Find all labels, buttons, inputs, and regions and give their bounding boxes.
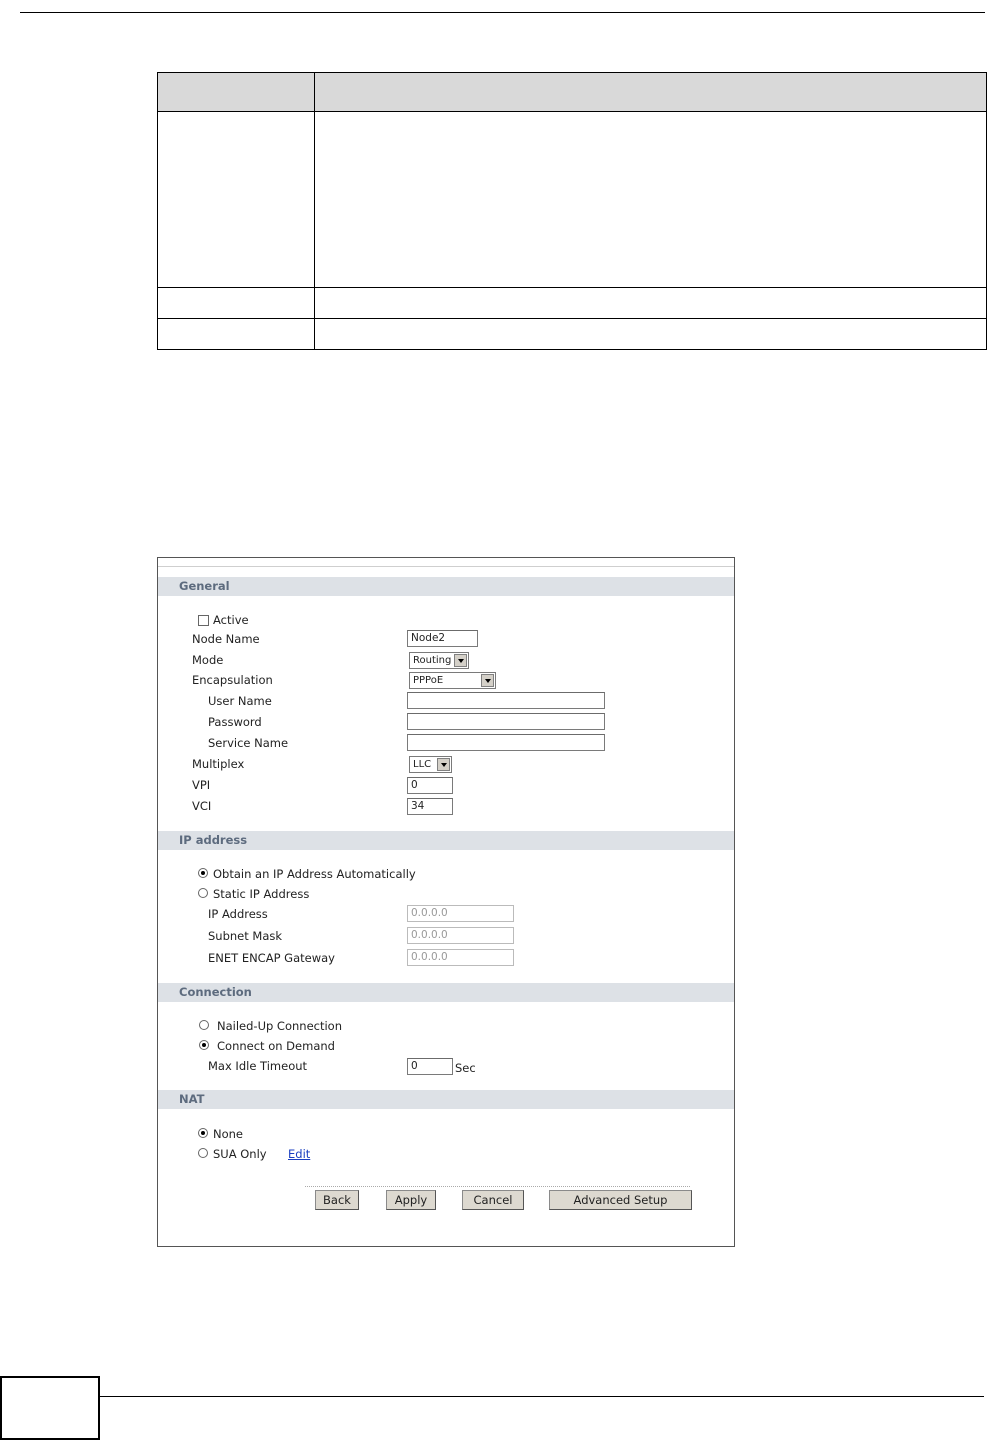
vci-label: VCI	[192, 799, 212, 813]
table-row	[158, 288, 987, 319]
connect-on-demand-label: Connect on Demand	[217, 1039, 335, 1053]
connect-on-demand-radio[interactable]	[199, 1040, 209, 1050]
table-cell	[158, 112, 315, 288]
chevron-down-icon	[437, 758, 450, 771]
table-header-cell	[158, 73, 315, 112]
user-name-input[interactable]	[407, 692, 605, 709]
mode-select[interactable]	[409, 652, 469, 669]
vpi-label: VPI	[192, 778, 211, 792]
nailed-up-radio[interactable]	[199, 1020, 209, 1030]
obtain-ip-label: Obtain an IP Address Automatically	[213, 867, 416, 881]
cancel-button[interactable]: Cancel	[462, 1190, 524, 1210]
max-idle-label: Max Idle Timeout	[208, 1059, 308, 1073]
vci-input[interactable]: 34	[407, 798, 453, 815]
back-button[interactable]: Back	[315, 1190, 359, 1210]
node-name-label: Node Name	[192, 632, 260, 646]
apply-button[interactable]: Apply	[386, 1190, 436, 1210]
section-ip-address-header	[158, 831, 734, 850]
section-ip-address-title: IP address	[179, 833, 248, 847]
user-name-label: User Name	[208, 694, 272, 708]
ip-address-input[interactable]: 0.0.0.0	[407, 905, 514, 922]
static-ip-label: Static IP Address	[213, 887, 310, 901]
table-header-cell	[315, 73, 987, 112]
wan-setup-screenshot	[157, 557, 735, 1247]
table-cell	[158, 319, 315, 350]
section-connection-title: Connection	[179, 985, 252, 999]
table-row	[158, 112, 987, 288]
page-number-box	[0, 1376, 100, 1440]
subnet-mask-input[interactable]: 0.0.0.0	[407, 927, 514, 944]
chevron-down-icon	[481, 674, 494, 687]
gateway-label: ENET ENCAP Gateway	[208, 951, 335, 965]
password-label: Password	[208, 715, 262, 729]
table-cell	[315, 112, 987, 288]
max-idle-unit: Sec	[455, 1061, 476, 1075]
multiplex-select[interactable]	[409, 756, 452, 773]
panel-top-line	[158, 566, 734, 567]
obtain-ip-radio[interactable]	[198, 868, 208, 878]
mode-label: Mode	[192, 653, 224, 667]
service-name-input[interactable]	[407, 734, 605, 751]
encapsulation-select-value: PPPoE	[413, 675, 444, 686]
chevron-down-icon	[454, 654, 467, 667]
reference-table	[157, 72, 987, 350]
mode-select-value: Routing	[413, 655, 452, 666]
vpi-input[interactable]: 0	[407, 777, 453, 794]
table-cell	[158, 288, 315, 319]
node-name-input[interactable]: Node2	[407, 630, 478, 647]
multiplex-label: Multiplex	[192, 757, 245, 771]
section-general-header	[158, 577, 734, 596]
service-name-label: Service Name	[208, 736, 289, 750]
table-cell	[315, 288, 987, 319]
active-checkbox[interactable]	[198, 615, 209, 626]
nat-none-radio[interactable]	[198, 1128, 208, 1138]
advanced-setup-button[interactable]: Advanced Setup	[549, 1190, 692, 1210]
active-label: Active	[213, 613, 249, 627]
nat-sua-only-label: SUA Only	[213, 1147, 267, 1161]
static-ip-radio[interactable]	[198, 888, 208, 898]
table-row	[158, 319, 987, 350]
table-header-row	[158, 73, 987, 112]
nailed-up-label: Nailed-Up Connection	[217, 1019, 343, 1033]
table-cell	[315, 319, 987, 350]
section-nat-title: NAT	[179, 1092, 205, 1106]
footer-rule	[100, 1396, 984, 1397]
ip-address-label: IP Address	[208, 907, 268, 921]
section-nat-header	[158, 1090, 734, 1109]
nat-none-label: None	[213, 1127, 244, 1141]
section-connection-header	[158, 983, 734, 1002]
encapsulation-select[interactable]	[409, 672, 496, 689]
encapsulation-label: Encapsulation	[192, 673, 273, 687]
multiplex-select-value: LLC	[413, 759, 432, 770]
nat-sua-only-radio[interactable]	[198, 1148, 208, 1158]
nat-edit-link[interactable]: Edit	[288, 1147, 311, 1161]
section-general-title: General	[179, 579, 230, 593]
button-bar-divider	[305, 1186, 690, 1187]
gateway-input[interactable]: 0.0.0.0	[407, 949, 514, 966]
max-idle-input[interactable]: 0	[407, 1058, 453, 1075]
subnet-mask-label: Subnet Mask	[208, 929, 283, 943]
password-input[interactable]	[407, 713, 605, 730]
header-rule	[20, 12, 985, 13]
